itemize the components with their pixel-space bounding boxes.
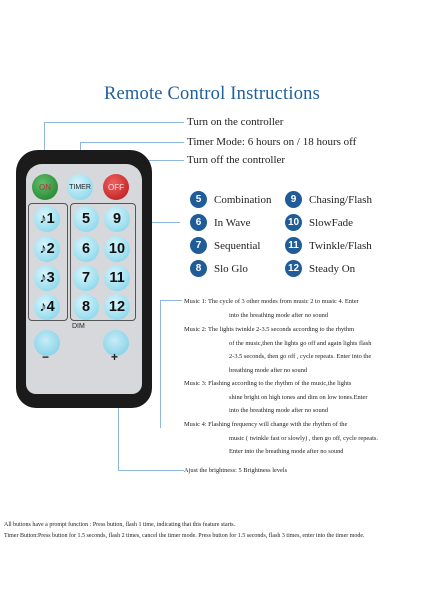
mode-item	[285, 237, 372, 254]
mode-label: SlowFade	[309, 216, 353, 229]
on-button[interactable]: ON	[32, 174, 58, 200]
mode-number-badge: 11	[285, 237, 302, 254]
mode-item	[190, 260, 248, 277]
mode-8-button[interactable]: 8	[73, 294, 99, 320]
mode-label: Slo Glo	[214, 262, 248, 275]
connector-line	[118, 470, 184, 471]
mode-label: Sequential	[214, 239, 261, 252]
brightness-note	[184, 464, 420, 478]
dim-label: DIM	[72, 323, 85, 330]
music-4-button[interactable]: ♪4	[34, 294, 60, 320]
mode-item	[285, 260, 355, 277]
label-timer-mode: Timer Mode: 6 hours on / 18 hours off	[187, 136, 357, 148]
footer-note-prompt: All buttons have a prompt function : Press button, flash 1 time, indicating that this feature starts.	[4, 522, 236, 528]
music-description-line: breathing mode after no sound	[229, 366, 308, 374]
plus-icon: +	[111, 350, 119, 364]
connector-line	[80, 142, 184, 143]
off-button[interactable]: OFF	[103, 174, 129, 200]
connector-line	[44, 122, 184, 123]
mode-number-badge: 7	[190, 237, 207, 254]
music-description-line: into the breathing mode after no sound	[229, 407, 329, 415]
music-2-button[interactable]: ♪2	[34, 236, 60, 262]
music-1-description	[184, 295, 420, 322]
music-3-button[interactable]: ♪3	[34, 265, 60, 291]
mode-12-button[interactable]: 12	[104, 294, 130, 320]
footer-note-timer: Timer Button:Press button for 1.5 seconds, flash 2 times, cancel the timer mode. Press button for 1.5 seconds, flash 3 times, enter into the timer mode.	[4, 533, 365, 539]
music-description-line: into the breathing mode after no sound	[229, 311, 329, 319]
music-description-line: of the music,then the lights go off and again lights flash	[229, 339, 372, 347]
mode-number-badge: 9	[285, 191, 302, 208]
mode-label: Twinkle/Flash	[309, 239, 372, 252]
connector-line	[160, 300, 161, 428]
mode-number-badge: 10	[285, 214, 302, 231]
mode-item	[190, 191, 271, 208]
mode-item	[285, 214, 353, 231]
music-description-head: Music 2: The lights twinkle 2-3.5 seconds according to the rhythm	[184, 326, 355, 333]
connector-line	[160, 300, 182, 301]
music-1-button[interactable]: ♪1	[34, 206, 60, 232]
timer-button[interactable]: TIMER	[67, 174, 93, 200]
music-description-line: music ( twinkle fast or slowly) , then go off, cycle repeats.	[229, 434, 378, 442]
connector-line	[152, 222, 180, 223]
music-2-description	[184, 323, 420, 377]
mode-6-button[interactable]: 6	[73, 236, 99, 262]
mode-number-badge: 8	[190, 260, 207, 277]
mode-item	[190, 214, 250, 231]
mode-item	[285, 191, 372, 208]
brightness-text: Ajust the brightness: 5 Brightness levels	[184, 467, 288, 474]
mode-item	[190, 237, 260, 254]
mode-7-button[interactable]: 7	[73, 265, 99, 291]
music-description-head: Music 4: Flashing frequency will change with the rhythm of the	[184, 421, 348, 428]
music-description-line: shine bright on high tones and dim on low tones.Enter	[229, 393, 368, 401]
mode-11-button[interactable]: 11	[104, 265, 130, 291]
minus-icon: −	[42, 350, 50, 364]
page-title: Remote Control Instructions	[103, 84, 321, 104]
music-description-head: Music 1: The cycle of 3 other modes from music 2 to music 4. Enter	[184, 298, 359, 305]
mode-label: In Wave	[214, 216, 251, 229]
mode-number-badge: 5	[190, 191, 207, 208]
mode-number-badge: 12	[285, 260, 302, 277]
mode-label: Chasing/Flash	[309, 193, 372, 206]
mode-9-button[interactable]: 9	[104, 206, 130, 232]
mode-label: Steady On	[309, 262, 356, 275]
mode-5-button[interactable]: 5	[73, 206, 99, 232]
music-description-head: Music 3: Flashing according to the rhythm of the music,the lights	[184, 380, 352, 387]
music-4-description	[184, 418, 420, 459]
label-turn-off: Turn off the controller	[187, 154, 286, 166]
music-description-line: 2-3.5 seconds, then go off , cycle repeats. Enter into the	[229, 353, 372, 361]
mode-10-button[interactable]: 10	[104, 236, 130, 262]
mode-label: Combination	[214, 193, 272, 206]
music-3-description	[184, 377, 420, 418]
music-description-line: Enter into the breathing mode after no sound	[229, 448, 344, 456]
mode-number-badge: 6	[190, 214, 207, 231]
label-turn-on: Turn on the controller	[187, 116, 284, 128]
